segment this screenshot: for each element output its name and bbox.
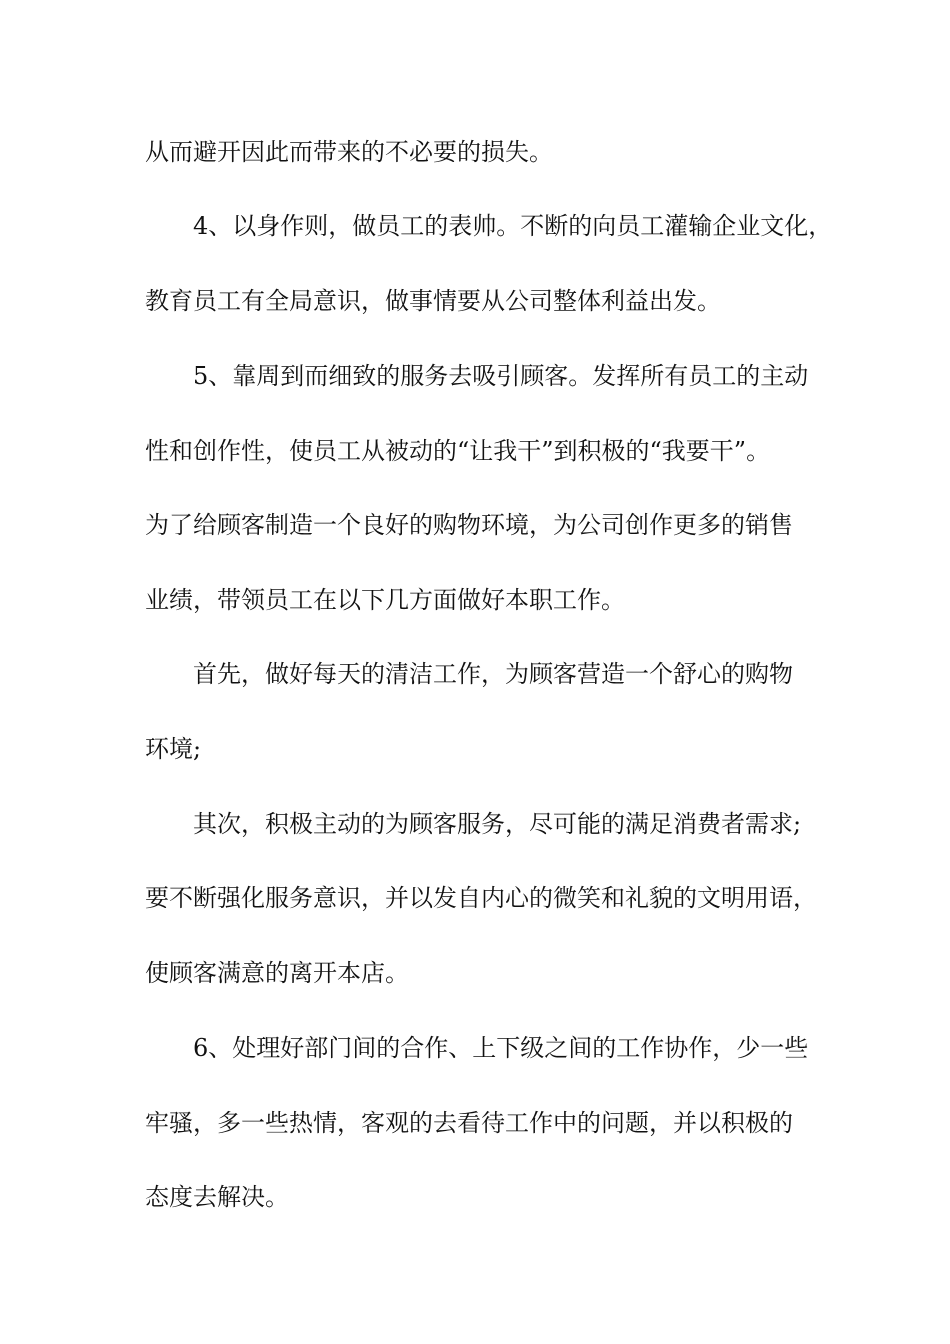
text-line: 为了给顾客制造一个良好的购物环境，为公司创作更多的销售: [145, 511, 793, 539]
text-line: 其次，积极主动的为顾客服务，尽可能的满足消费者需求;: [193, 810, 802, 838]
text-line: 牢骚，多一些热情，客观的去看待工作中的问题，并以积极的: [145, 1109, 793, 1137]
text-line: 从而避开因此而带来的不必要的损失。: [145, 138, 553, 166]
text-line: 首先，做好每天的清洁工作，为顾客营造一个舒心的购物: [193, 660, 793, 688]
text-line: 性和创作性，使员工从被动的“让我干”到积极的“我要干”。: [145, 437, 771, 465]
text-line: 6、处理好部门间的合作、上下级之间的工作协作，少一些: [193, 1034, 809, 1062]
text-line: 业绩，带领员工在以下几方面做好本职工作。: [145, 586, 625, 614]
text-line: 要不断强化服务意识，并以发自内心的微笑和礼貌的文明用语，: [145, 884, 817, 912]
text-line: 环境;: [145, 735, 202, 763]
text-line: 教育员工有全局意识，做事情要从公司整体利益出发。: [145, 287, 721, 315]
text-line: 使顾客满意的离开本店。: [145, 959, 409, 987]
text-line: 5、靠周到而细致的服务去吸引顾客。发挥所有员工的主动: [193, 362, 809, 390]
text-line: 4、以身作则，做员工的表帅。不断的向员工灌输企业文化，: [193, 212, 833, 240]
text-line: 态度去解决。: [145, 1183, 289, 1211]
